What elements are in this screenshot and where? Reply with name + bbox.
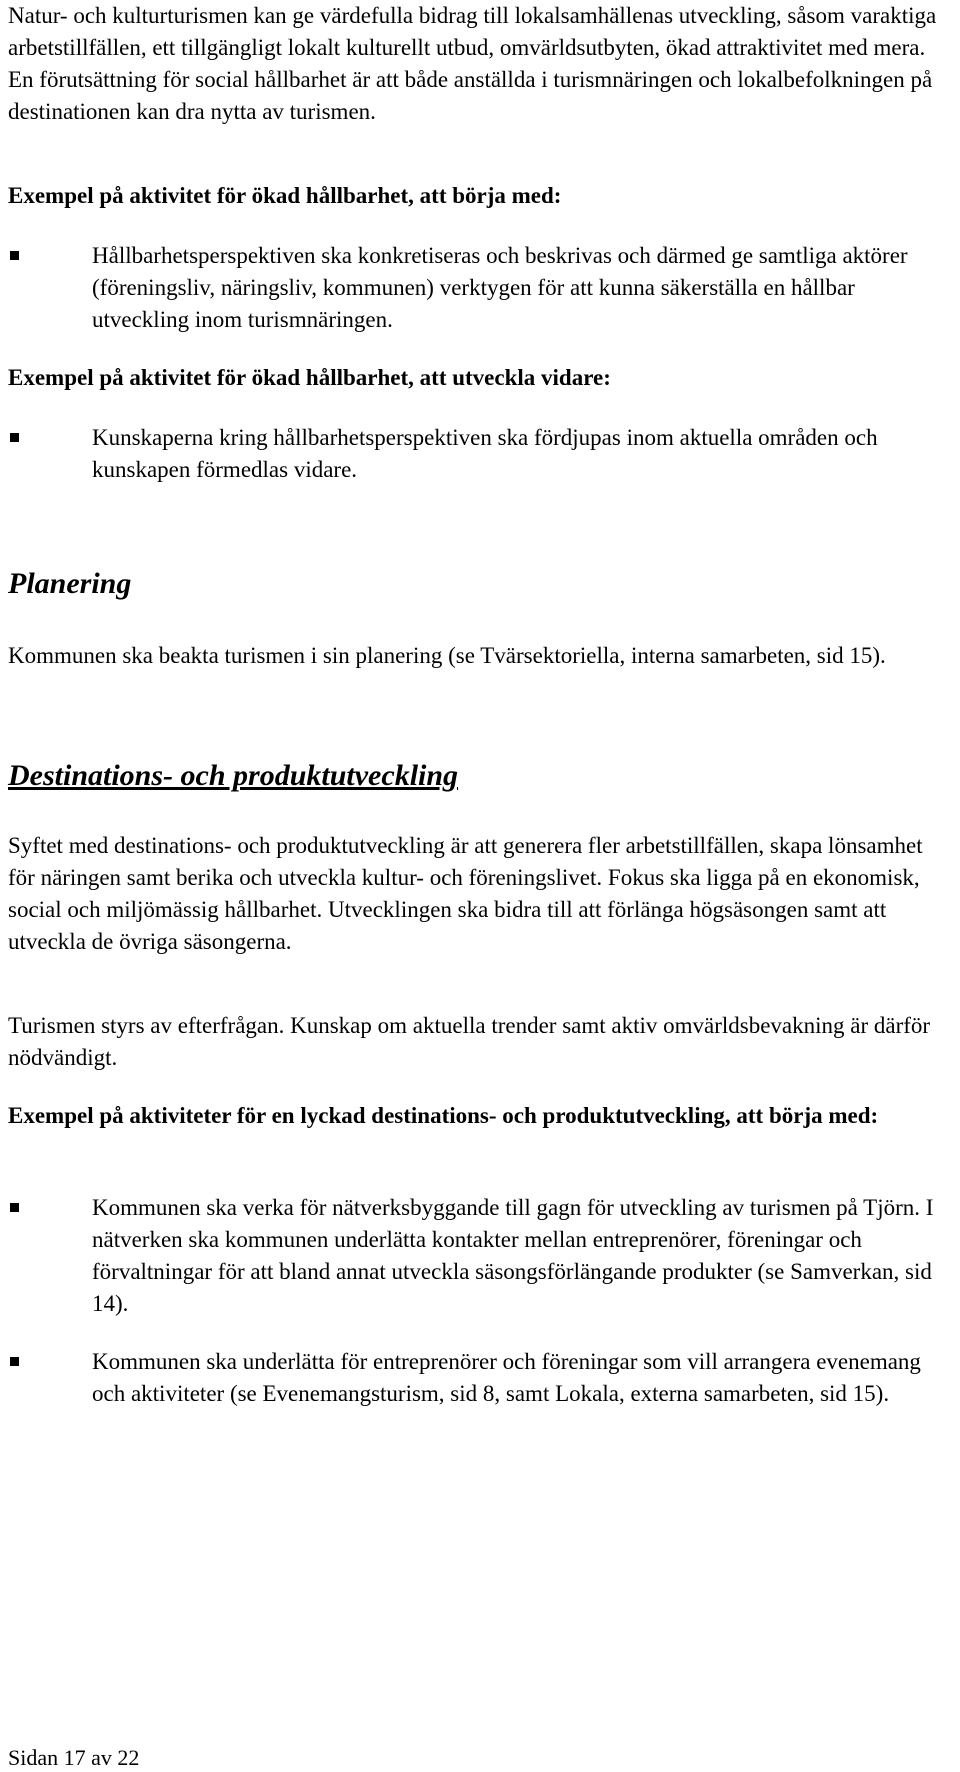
destinations-paragraph-2: Turismen styrs av efterfrågan. Kunskap om aktuella trender samt aktiv omvärldsbevakning är därför nödvändigt. bbox=[8, 1013, 931, 1070]
bullet-text: Kunskaperna kring hållbarhetsperspektiven ska fördjupas inom aktuella områden och kunskapen förmedlas vidare. bbox=[92, 425, 878, 482]
example1-heading: Exempel på aktivitet för ökad hållbarhet, att börja med: bbox=[8, 183, 562, 208]
square-bullet-icon bbox=[10, 251, 19, 260]
page-number: Sidan 17 av 22 bbox=[8, 1745, 140, 1770]
bullet-text: Kommunen ska underlätta för entreprenörer och föreningar som vill arrangera evenemang och aktiviteter (se Evenemangsturism, sid 8, samt Lokala, externa samarbeten, sid 15). bbox=[92, 1349, 921, 1406]
bullet-text: Kommunen ska verka för nätverksbyggande till gagn för utveckling av turismen på Tjörn. I nätverken ska kommunen underlätta kontakter mellan entreprenörer, föreningar och förvaltningar för att bland annat utveckla säsongsförlängande produkter (se Samverkan, sid 14). bbox=[92, 1195, 934, 1316]
square-bullet-icon bbox=[10, 1357, 19, 1366]
example2-heading: Exempel på aktivitet för ökad hållbarhet, att utveckla vidare: bbox=[8, 365, 611, 390]
planering-title: Planering bbox=[8, 567, 132, 600]
bullet-text: Hållbarhetsperspektiven ska konkretiseras och beskrivas och därmed ge samtliga aktörer (föreningsliv, näringsliv, kommunen) verktygen för att kunna säkerställa en hållbar utveckling inom turismnäringen. bbox=[92, 243, 908, 332]
intro-paragraph: Natur- och kulturturismen kan ge värdefulla bidrag till lokalsamhällenas utveckling, såsom varaktiga arbetstillfällen, ett tillgängligt lokalt kulturellt utbud, omvärldsutbyten, ökad attraktivitet med mera. En förutsättning för social hållbarhet är att både anställda i turismnäringen och lokalbefolkningen på destinationen kan dra nytta av turismen. bbox=[8, 3, 937, 124]
square-bullet-icon bbox=[10, 1203, 19, 1212]
planering-paragraph: Kommunen ska beakta turismen i sin planering (se Tvärsektoriella, interna samarbeten, sid 15). bbox=[8, 643, 886, 668]
destinations-title: Destinations- och produktutveckling bbox=[8, 759, 459, 792]
destinations-example-heading: Exempel på aktiviteter för en lyckad destinations- och produktutveckling, att börja med: bbox=[8, 1103, 879, 1128]
square-bullet-icon bbox=[10, 433, 19, 442]
destinations-paragraph-1: Syftet med destinations- och produktutveckling är att generera fler arbetstillfällen, skapa lönsamhet för näringen samt berika och utveckla kultur- och föreningslivet. Fokus ska ligga på en ekonomisk, social och miljömässig hållbarhet. Utvecklingen ska bidra till att förlänga högsäsongen samt att utveckla de övriga säsongerna. bbox=[8, 833, 923, 954]
